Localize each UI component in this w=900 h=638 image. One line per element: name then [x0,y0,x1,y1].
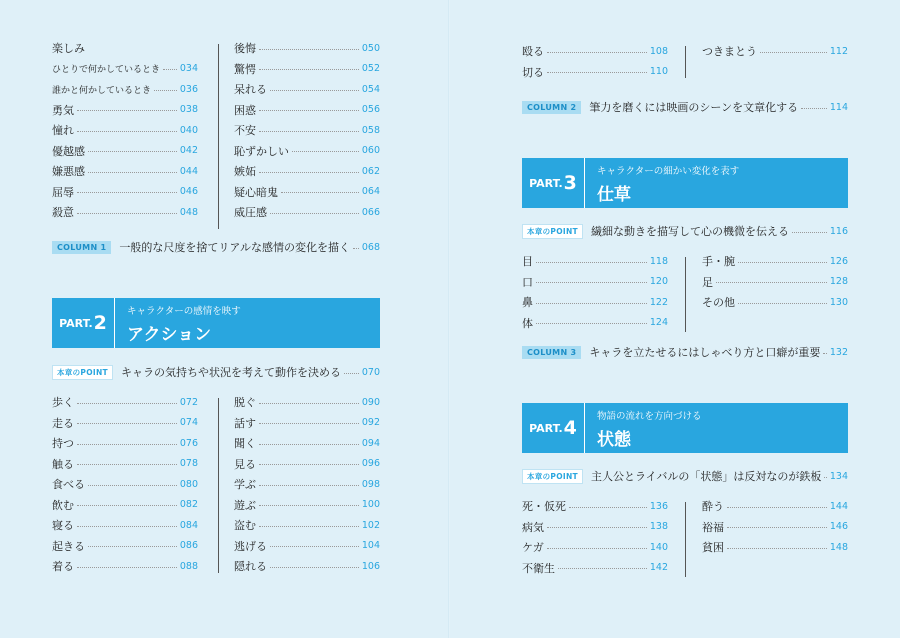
toc-entry [52,61,198,77]
entry-label: 恥ずかしい [234,144,289,158]
chapter-point-line [522,222,848,240]
leader-dots [716,282,827,283]
page-number: 048 [179,206,198,218]
page-number: 128 [829,276,848,287]
leader-dots [77,464,177,465]
toc-entry [52,40,198,56]
page-number: 086 [179,540,198,551]
leader-dots [163,69,177,70]
leader-dots [792,232,827,233]
leader-dots [547,527,647,528]
toc-entry [52,476,198,492]
part-title: 状態 [597,430,631,450]
leader-dots [353,248,359,249]
toc-entry [522,498,668,514]
entry-label: 誰かと何かしているとき [52,85,152,96]
toc-entry [52,558,198,574]
toc-entry [234,40,380,56]
toc-entry [52,81,198,97]
entry-label: 貧困 [702,541,724,554]
leader-dots [259,110,359,111]
toc-entry [522,560,668,576]
page-number: 078 [179,458,198,469]
entry-label: 遊ぶ [234,498,256,512]
page-number: 072 [179,396,198,408]
leader-dots [77,423,177,424]
page-number: 070 [361,366,380,378]
page-number: 114 [829,101,848,113]
page-number: 130 [829,296,848,308]
leader-dots [536,282,647,283]
leader-dots [77,192,177,193]
leader-dots [727,507,827,508]
leader-dots [738,303,827,304]
column-divider [218,44,219,229]
entry-label: 驚愕 [234,62,256,76]
entry-label: 目 [522,255,533,268]
entry-label: 歩く [52,396,74,409]
entry-label: 酔う [702,500,724,513]
point-text: 繊細な動きを描写して心の機微を伝える [590,225,789,238]
column-divider [685,46,686,78]
entry-label: ひとりで何かしているとき [52,65,161,75]
entry-label: 殴る [522,45,544,58]
toc-entry [522,64,668,80]
entry-label: 嫉妬 [234,165,256,178]
entry-label: 不衛生 [522,561,555,575]
page-number: 106 [361,560,380,572]
page-number: 132 [829,346,848,358]
toc-entry [52,517,198,533]
page-number: 064 [361,186,380,197]
toc-entry [234,204,380,220]
toc-entry [52,456,198,472]
page-number: 138 [649,521,668,532]
entry-label: 困惑 [234,103,256,117]
toc-entry [52,184,198,200]
point-tag: 本章のPOINT [522,224,583,239]
column-divider [685,257,686,332]
leader-dots [88,172,177,173]
toc-entry [702,253,848,269]
toc-entry [234,497,380,513]
page-number: 142 [649,562,668,573]
toc-entry [522,539,668,555]
page-number: 036 [179,83,198,95]
toc-entry [522,294,668,310]
entry-label: 楽しみ [52,42,85,55]
page-number: 046 [179,186,198,197]
toc-entry [52,163,198,179]
leader-dots [281,192,359,193]
toc-entry [522,274,668,290]
leader-dots [801,108,827,109]
page-number: 108 [649,45,668,57]
leader-dots [259,444,359,445]
page-number: 084 [179,519,198,531]
entry-label: 鼻 [522,296,533,309]
page-number: 088 [179,560,198,572]
column-title: キャラを立たせるにはしゃべり方と口癖が重要 [589,346,821,359]
column-2-line [522,98,848,116]
leader-dots [536,303,647,304]
column-divider [685,502,686,577]
leader-dots [77,110,177,111]
toc-entry [234,163,380,179]
toc-entry [522,253,668,269]
toc-entry [234,456,380,472]
toc-entry [234,61,380,77]
page-number: 122 [649,296,668,308]
column-title: 一般的な尺度を捨てリアルな感情の変化を描く [119,241,350,254]
entry-label: 切る [522,65,544,79]
column-divider [218,398,219,573]
entry-label: 屈辱 [52,185,74,199]
leader-dots [77,131,177,132]
entry-label: 脱ぐ [234,396,256,409]
page-number: 060 [361,145,380,156]
column-tag: COLUMN 1 [52,241,111,254]
leader-dots [259,69,359,70]
page-number: 094 [361,437,380,449]
page-number: 068 [361,241,380,253]
toc-entry [234,476,380,492]
toc-entry [702,498,848,514]
entry-label: その他 [702,296,735,309]
entry-label: 疑心暗鬼 [234,185,278,199]
part-3-banner [522,158,848,208]
entry-label: 隠れる [234,560,267,573]
point-text: キャラの気持ちや状況を考えて動作を決める [120,366,341,379]
part-label: PART. 4 [522,403,585,453]
part-subtitle: キャラクターの感情を映す [127,306,241,317]
page-number: 040 [179,124,198,136]
part-title: アクション [127,325,212,345]
leader-dots [259,485,359,486]
page-number: 034 [179,63,198,74]
page-number: 050 [361,42,380,54]
entry-label: 足 [702,275,713,289]
part-4-banner [522,403,848,453]
leader-dots [77,213,177,214]
leader-dots [547,72,647,73]
page-number: 140 [649,541,668,553]
toc-entry [702,539,848,555]
page-number: 044 [179,165,198,177]
leader-dots [88,151,177,152]
page-number: 124 [649,317,668,328]
point-tag: 本章のPOINT [522,469,583,484]
chapter-point-line [52,363,380,381]
leader-dots [824,477,826,478]
toc-entry [702,274,848,290]
entry-label: 後悔 [234,42,256,55]
leader-dots [77,567,177,568]
leader-dots [259,423,359,424]
toc-entry [52,204,198,220]
page-number: 112 [829,45,848,57]
leader-dots [760,52,827,53]
entry-label: 飲む [52,498,74,512]
leader-dots [292,151,359,152]
page-number: 098 [361,478,380,490]
leader-dots [270,546,359,547]
entry-label: 見る [234,457,256,471]
page-number: 118 [649,255,668,267]
entry-label: 話す [234,416,256,430]
entry-label: 食べる [52,478,85,491]
toc-entry [702,294,848,310]
part-subtitle: キャラクターの細かい変化を表す [597,166,740,177]
page-number: 104 [361,540,380,551]
page-number: 136 [649,500,668,512]
entry-label: 殺意 [52,206,74,219]
toc-entry [234,394,380,410]
toc-entry [234,538,380,554]
leader-dots [259,172,359,173]
leader-dots [558,568,647,569]
entry-label: 口 [522,275,533,289]
page-number: 056 [361,104,380,115]
leader-dots [259,505,359,506]
toc-entry [522,519,668,535]
toc-entry [52,415,198,431]
entry-label: 盗む [234,519,256,532]
page-number: 042 [179,145,198,156]
page-number: 144 [829,500,848,512]
part-title: 仕草 [597,185,631,205]
entry-label: 体 [522,316,533,330]
toc-entry [52,435,198,451]
page-number: 134 [829,470,848,482]
page-number: 066 [361,206,380,218]
leader-dots [77,444,177,445]
entry-label: 学ぶ [234,478,256,491]
page-number: 096 [361,458,380,469]
toc-entry [234,122,380,138]
toc-entry [234,184,380,200]
toc-entry [234,102,380,118]
toc-entry [702,43,848,59]
toc-entry [234,558,380,574]
page-number: 058 [361,124,380,136]
point-text: 主人公とライバルの「状態」は反対なのが鉄板 [590,470,822,483]
leader-dots [536,262,647,263]
page-number: 052 [361,63,380,74]
entry-label: 不安 [234,124,256,137]
part-subtitle: 物語の流れを方向づける [597,411,702,422]
leader-dots [270,213,359,214]
right-page [450,0,900,638]
page-number: 148 [829,541,848,553]
entry-label: 優越感 [52,144,85,158]
entry-label: 病気 [522,520,544,534]
toc-entry [522,43,668,59]
leader-dots [536,323,647,324]
column-3-line [522,343,848,361]
leader-dots [344,373,359,374]
entry-label: 裕福 [702,520,724,534]
entry-label: 聞く [234,437,256,450]
entry-label: 憧れ [52,124,74,137]
leader-dots [88,485,177,486]
leader-dots [77,505,177,506]
toc-entry [52,143,198,159]
page-number: 102 [361,519,380,531]
leader-dots [727,527,827,528]
chapter-point-line [522,467,848,485]
page-number: 080 [179,478,198,490]
leader-dots [259,131,359,132]
toc-entry [52,497,198,513]
page-number: 038 [179,104,198,115]
entry-label: 威圧感 [234,206,267,219]
page-number: 110 [649,66,668,77]
page-number: 116 [829,225,848,237]
page-number: 054 [361,83,380,95]
toc-entry [234,435,380,451]
leader-dots [569,507,647,508]
leader-dots [77,526,177,527]
column-tag: COLUMN 3 [522,346,581,359]
part-2-banner [52,298,380,348]
page-number: 092 [361,417,380,428]
leader-dots [270,567,359,568]
page-number: 074 [179,417,198,428]
toc-entry [52,122,198,138]
leader-dots [154,90,177,91]
leader-dots [727,548,827,549]
toc-entry [702,519,848,535]
toc-entry [52,538,198,554]
column-tag: COLUMN 2 [522,101,581,114]
point-tag: 本章のPOINT [52,365,113,380]
column-title: 筆力を磨くには映画のシーンを文章化する [589,101,799,114]
page-number: 062 [361,165,380,177]
page-number: 120 [649,276,668,287]
toc-entry [234,81,380,97]
entry-label: 手・腕 [702,255,735,268]
toc-entry [234,415,380,431]
leader-dots [77,403,177,404]
entry-label: 起きる [52,539,85,553]
entry-label: ケガ [522,541,544,554]
leader-dots [259,464,359,465]
entry-label: 走る [52,416,74,430]
page-number: 082 [179,499,198,510]
entry-label: 着る [52,560,74,573]
entry-label: 嫌悪感 [52,165,85,178]
part-label: PART. 3 [522,158,585,208]
leader-dots [270,90,359,91]
entry-label: 勇気 [52,103,74,117]
page-number: 100 [361,499,380,510]
entry-label: 寝る [52,519,74,532]
toc-entry [522,315,668,331]
entry-label: つきまとう [702,45,757,58]
part-label: PART. 2 [52,298,115,348]
leader-dots [738,262,827,263]
toc-entry [234,143,380,159]
entry-label: 逃げる [234,539,267,553]
leader-dots [259,49,359,50]
page-number: 090 [361,396,380,408]
leader-dots [547,548,647,549]
leader-dots [823,353,826,354]
toc-entry [234,517,380,533]
leader-dots [88,546,177,547]
page-number: 126 [829,255,848,267]
entry-label: 持つ [52,437,74,450]
column-1-line [52,238,380,256]
entry-label: 触る [52,457,74,471]
entry-label: 死・仮死 [522,500,566,513]
leader-dots [259,403,359,404]
toc-entry [52,102,198,118]
toc-entry [52,394,198,410]
leader-dots [547,52,647,53]
entry-label: 呆れる [234,83,267,96]
page-number: 146 [829,521,848,532]
page-number: 076 [179,437,198,449]
leader-dots [259,526,359,527]
